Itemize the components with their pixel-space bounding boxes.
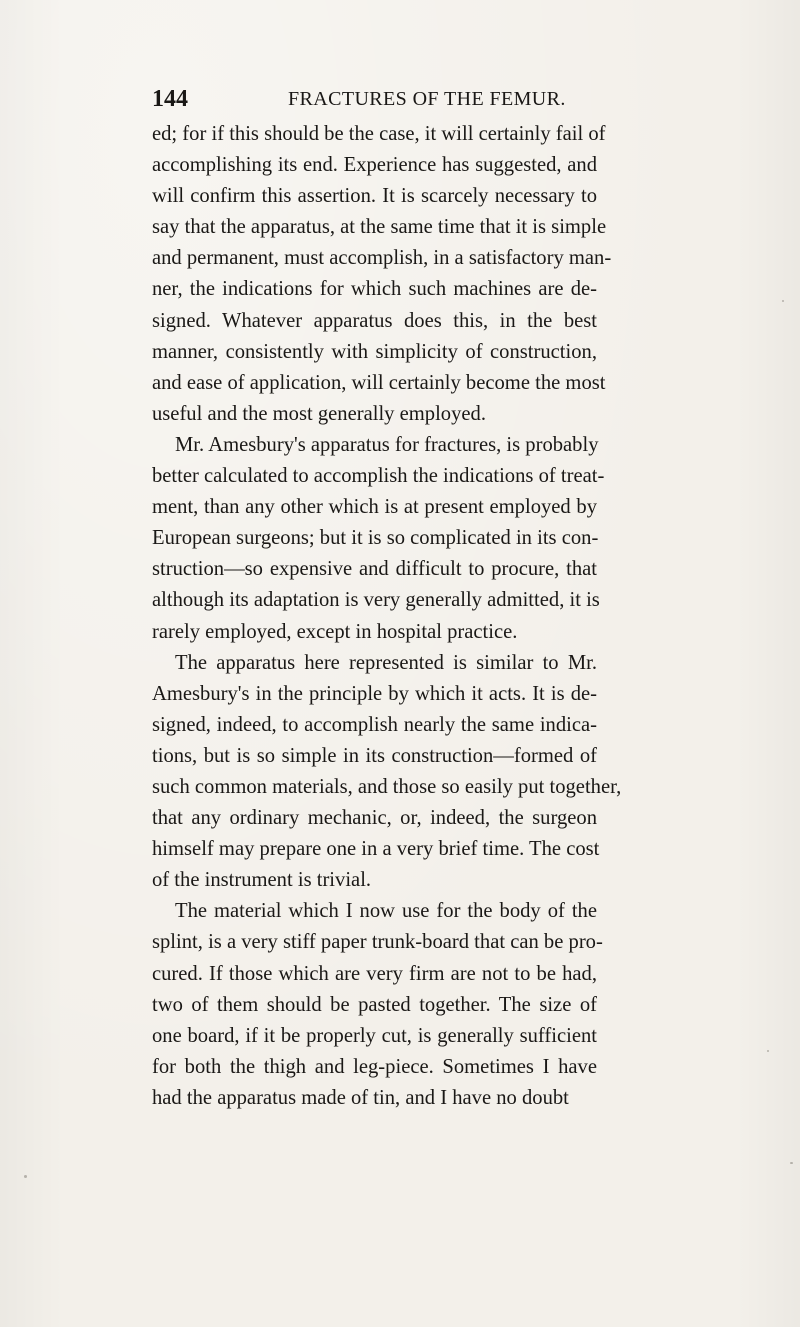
paper-speck bbox=[767, 1050, 769, 1052]
text-line: signed. Whatever apparatus does this, in the best bbox=[152, 309, 597, 332]
text-line: manner, consistently with simplicity of construction, bbox=[152, 340, 597, 363]
text-line: ed; for if this should be the case, it will certainly fail of bbox=[152, 123, 606, 145]
text-line: of the instrument is trivial. bbox=[152, 869, 372, 892]
text-line: two of them should be pasted together. The size of bbox=[152, 993, 597, 1016]
text-line: better calculated to accomplish the indications of treat- bbox=[152, 465, 605, 488]
text-line: European surgeons; but it is so complicated in its con- bbox=[152, 527, 599, 550]
text-line: struction—so expensive and difficult to procure, that bbox=[152, 558, 597, 581]
text-line: cured. If those which are very firm are not to be had, bbox=[152, 962, 597, 985]
text-line: himself may prepare one in a very brief time. The cost bbox=[152, 838, 600, 861]
text-line: one board, if it be properly cut, is generally sufficient bbox=[152, 1024, 597, 1047]
running-head: FRACTURES OF THE FEMUR. bbox=[288, 88, 566, 110]
page-number: 144 bbox=[152, 86, 188, 112]
paper-speck bbox=[24, 1175, 27, 1178]
text-line: The apparatus here represented is similar to Mr. bbox=[175, 651, 597, 674]
text-line: tions, but is so simple in its construction—formed of bbox=[152, 744, 597, 767]
text-line: splint, is a very stiff paper trunk-board that can be pro- bbox=[152, 931, 603, 954]
text-line: although its adaptation is very generally admitted, it is bbox=[152, 589, 600, 612]
text-line: Amesbury's in the principle by which it acts. It is de- bbox=[152, 682, 597, 705]
text-line: The material which I now use for the body of the bbox=[175, 900, 597, 923]
paper-speck bbox=[790, 1162, 793, 1164]
text-line: useful and the most generally employed. bbox=[152, 402, 486, 425]
text-line: signed, indeed, to accomplish nearly the same indica- bbox=[152, 713, 597, 736]
text-line: and permanent, must accomplish, in a satisfactory man- bbox=[152, 247, 612, 270]
text-line: for both the thigh and leg-piece. Sometimes I have bbox=[152, 1055, 597, 1078]
text-line: and ease of application, will certainly become the most bbox=[152, 371, 606, 394]
text-line: will confirm this assertion. It is scarcely necessary to bbox=[152, 185, 597, 208]
text-line: rarely employed, except in hospital practice. bbox=[152, 620, 518, 643]
text-line: ment, than any other which is at present employed by bbox=[152, 496, 597, 519]
text-line: that any ordinary mechanic, or, indeed, the surgeon bbox=[152, 807, 597, 830]
text-line: Mr. Amesbury's apparatus for fractures, is probably bbox=[175, 433, 599, 456]
text-line: such common materials, and those so easily put together, bbox=[152, 775, 622, 798]
text-line: accomplishing its end. Experience has suggested, and bbox=[152, 154, 597, 177]
page-header bbox=[152, 84, 602, 114]
text-line: had the apparatus made of tin, and I have no doubt bbox=[152, 1086, 569, 1109]
text-line: say that the apparatus, at the same time that it is simple bbox=[152, 216, 607, 239]
text-line: ner, the indications for which such machines are de- bbox=[152, 278, 597, 301]
body-text bbox=[152, 119, 622, 1114]
paper-speck bbox=[782, 300, 784, 302]
